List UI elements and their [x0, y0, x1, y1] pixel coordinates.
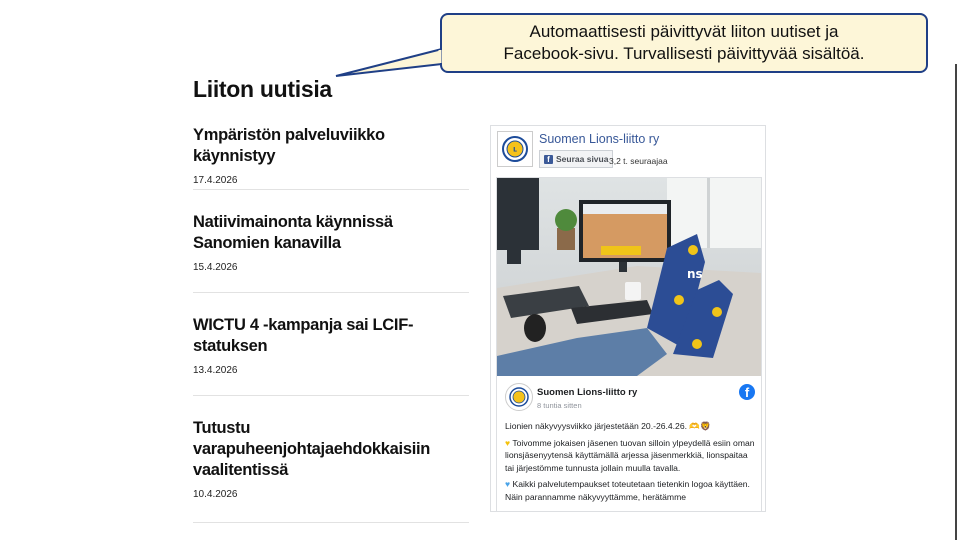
follow-page-button[interactable] [539, 150, 613, 168]
post-author[interactable]: Suomen Lions-liitto ry [537, 387, 638, 398]
news-item-date: 10.4.2026 [193, 489, 238, 500]
news-item[interactable] [193, 212, 469, 293]
news-item[interactable] [193, 418, 469, 523]
post-text [505, 420, 757, 508]
news-list [193, 125, 469, 545]
blue-heart-icon: ♥ [505, 479, 511, 490]
post-paragraph: Kaikki palvelutempaukset toteutetaan tietenkin logoa käyttäen. Näin parannamme näkyvyyttämme, herätämme [505, 479, 750, 502]
facebook-icon: f [544, 155, 553, 164]
yellow-heart-icon: ♥ [505, 437, 511, 448]
lions-logo-icon[interactable] [505, 383, 533, 411]
facebook-icon[interactable]: f [739, 384, 755, 400]
post-photo[interactable] [497, 178, 761, 376]
news-item-title[interactable]: Tutustu varapuheenjohtajaehdokkaisiin vaalitentissä [193, 419, 431, 479]
news-item-title[interactable]: Ympäristön palveluviikko käynnistyy [193, 126, 385, 165]
facebook-post[interactable] [496, 177, 762, 512]
news-item-title[interactable]: WICTU 4 -kampanja sai LCIF-statuksen [193, 316, 414, 355]
page-edge-line [955, 64, 957, 540]
post-paragraph-row [505, 437, 757, 475]
lions-logo-icon[interactable] [497, 131, 533, 167]
facebook-page-widget [490, 125, 766, 512]
news-item[interactable] [193, 315, 469, 396]
news-item[interactable] [193, 125, 469, 190]
facebook-widget-header [497, 131, 759, 171]
follower-count: 3,2 t. seuraajaa [609, 156, 668, 166]
svg-text:ns: ns [687, 267, 703, 281]
post-paragraph-row [505, 478, 757, 503]
callout-line-1: Automaattisesti päivittyvät liiton uutiset ja [529, 22, 839, 41]
news-item-title[interactable]: Natiivimainonta käynnissä Sanomien kanavilla [193, 213, 393, 252]
news-item-date: 15.4.2026 [193, 262, 238, 273]
svg-text:L: L [513, 146, 517, 154]
post-header [505, 383, 755, 413]
post-paragraph: Lionien näkyvyysviikko järjestetään 20.-26.4.26. 🫶🦁 [505, 421, 711, 431]
callout-box [440, 13, 928, 73]
news-heading: Liiton uutisia [193, 76, 332, 102]
news-item-date: 13.4.2026 [193, 365, 238, 376]
follow-page-label: Seuraa sivua [556, 154, 609, 164]
callout-line-2: Facebook-sivu. Turvallisesti päivittyvää sisältöä. [503, 44, 865, 63]
post-paragraph: Toivomme jokaisen jäsenen tuovan silloin ylpeydellä esiin oman lionsjäsenyytensä käyttämällä arjessa jäsenmerkkiä, lionspaitaa tai järjestömme tunnusta jollain muulla tavalla. [505, 437, 755, 473]
post-timestamp[interactable]: 8 tuntia sitten [537, 401, 582, 410]
callout-text [504, 21, 865, 65]
news-item-date: 17.4.2026 [193, 175, 238, 186]
facebook-page-name[interactable]: Suomen Lions-liitto ry [539, 132, 660, 146]
